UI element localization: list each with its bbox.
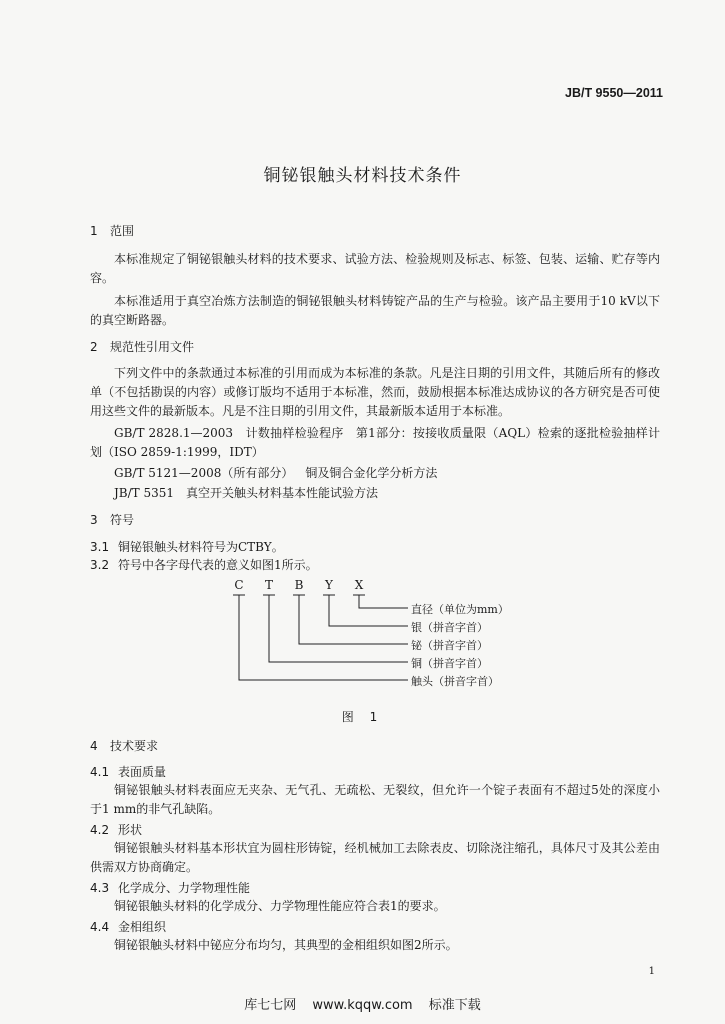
clause-number: 4.3 <box>90 881 110 895</box>
clause-4-4-text: 铜铋银触头材料中铋应分布均匀，其典型的金相组织如图2所示。 <box>114 938 458 952</box>
symbol-letter: Y <box>325 578 333 592</box>
section-1-heading <box>90 222 134 239</box>
clause-text: 铜铋银触头材料符号为CTBY。 <box>118 540 284 554</box>
section-2-heading <box>90 338 194 355</box>
symbol-meaning: 铋（拼音字首） <box>411 639 488 652</box>
clause-title: 形状 <box>118 823 143 837</box>
symbol-letter: T <box>264 578 273 592</box>
section-title: 技术要求 <box>110 739 159 753</box>
clause-number: 4.2 <box>90 823 110 837</box>
reference-gbt-5121 <box>114 464 437 481</box>
section-number: 1 <box>90 224 98 238</box>
section-title: 规范性引用文件 <box>110 340 195 354</box>
document-title: 铜铋银触头材料技术条件 <box>263 166 462 186</box>
section-title: 符号 <box>110 513 135 527</box>
reference-title: 真空开关触头材料基本性能试验方法 <box>186 486 379 500</box>
leader-t <box>269 595 408 662</box>
section-number: 3 <box>90 513 98 527</box>
clause-number: 4.4 <box>90 920 110 934</box>
clause-3-2 <box>90 556 660 575</box>
leader-x <box>359 595 408 608</box>
section-4-heading <box>90 737 158 754</box>
clause-title: 金相组织 <box>118 920 167 934</box>
leader-y <box>329 595 408 626</box>
symbol-meaning: 银（拼音字首） <box>411 621 488 634</box>
reference-code: JB/T 5351 <box>114 486 175 500</box>
reference-jbt-5351 <box>114 484 378 501</box>
footer-url[interactable]: www.kqqw.com <box>312 998 413 1013</box>
page-number: 1 <box>648 966 655 977</box>
symbol-letter: B <box>294 578 304 592</box>
clause-title: 表面质量 <box>118 765 167 779</box>
clause-4-3-heading <box>90 879 250 896</box>
symbol-meaning: 触头（拼音字首） <box>411 675 499 688</box>
clause-4-2-text: 铜铋银触头材料基本形状宜为圆柱形铸锭，经机械加工去除表皮、切除浇注缩孔，具体尺寸及其公差由供需双方协商确定。 <box>90 841 660 874</box>
symbol-meaning: 铜（拼音字首） <box>411 657 488 670</box>
clause-4-3-text: 铜铋银触头材料的化学成分、力学物理性能应符合表1的要求。 <box>114 899 446 913</box>
section-2-paragraph: 下列文件中的条款通过本标准的引用而成为本标准的条款。凡是注日期的引用文件，其随后所有的修改单（不包括勘误的内容）或修订版均不适用于本标准，然而，鼓励根据本标准达成协议的各方研究是否可使用这些文件的最新版本。凡是不注日期的引用文件，其最新版本适用于本标准。 <box>90 366 660 418</box>
section-1-paragraph-2: 本标准适用于真空冶炼方法制造的铜铋银触头材料铸锭产品的生产与检验。该产品主要用于10 kV以下的真空断路器。 <box>90 294 660 327</box>
clause-text: 符号中各字母代表的意义如图1所示。 <box>118 558 318 572</box>
clause-number: 3.2 <box>90 558 110 572</box>
clause-number: 3.1 <box>90 540 110 554</box>
section-3-heading <box>90 511 134 528</box>
clause-4-2-heading <box>90 821 142 838</box>
footer-site-name: 库七七网 <box>244 998 297 1013</box>
section-number: 2 <box>90 340 98 354</box>
clause-3-1 <box>90 538 660 557</box>
section-1-paragraph-1: 本标准规定了铜铋银触头材料的技术要求、试验方法、检验规则及标志、标签、包装、运输、贮存等内容。 <box>90 252 660 285</box>
reference-title: 铜及铜合金化学分析方法 <box>305 466 438 480</box>
figure-1-caption: 图 1 <box>341 710 384 724</box>
symbol-letter: X <box>354 578 364 592</box>
reference-code: GB/T 5121—2008（所有部分） <box>114 466 294 480</box>
footer-tag: 标准下载 <box>428 998 481 1013</box>
clause-4-1-heading <box>90 763 166 780</box>
clause-4-1-text: 铜铋银触头材料表面应无夹杂、无气孔、无疏松、无裂纹，但允许一个锭子表面有不超过5处的深度小于1 mm的非气孔缺陷。 <box>90 783 660 816</box>
symbol-letter: C <box>234 578 244 592</box>
symbol-meaning: 直径（单位为mm） <box>411 603 509 616</box>
clause-number: 4.1 <box>90 765 110 779</box>
clause-4-4-heading <box>90 918 166 935</box>
section-title: 范围 <box>110 224 135 238</box>
reference-gbt-2828: GB/T 2828.1—2003 计数抽样检验程序 第1部分：按接收质量限（AQL）检索的逐批检验抽样计划（ISO 2859-1:1999，IDT） <box>90 426 660 459</box>
footer-watermark <box>0 994 725 1013</box>
section-number: 4 <box>90 739 98 753</box>
standard-number: JB/T 9550—2011 <box>565 86 663 100</box>
figure-1-symbol-diagram <box>225 578 525 698</box>
clause-title: 化学成分、力学物理性能 <box>118 881 251 895</box>
leader-b <box>299 595 408 644</box>
